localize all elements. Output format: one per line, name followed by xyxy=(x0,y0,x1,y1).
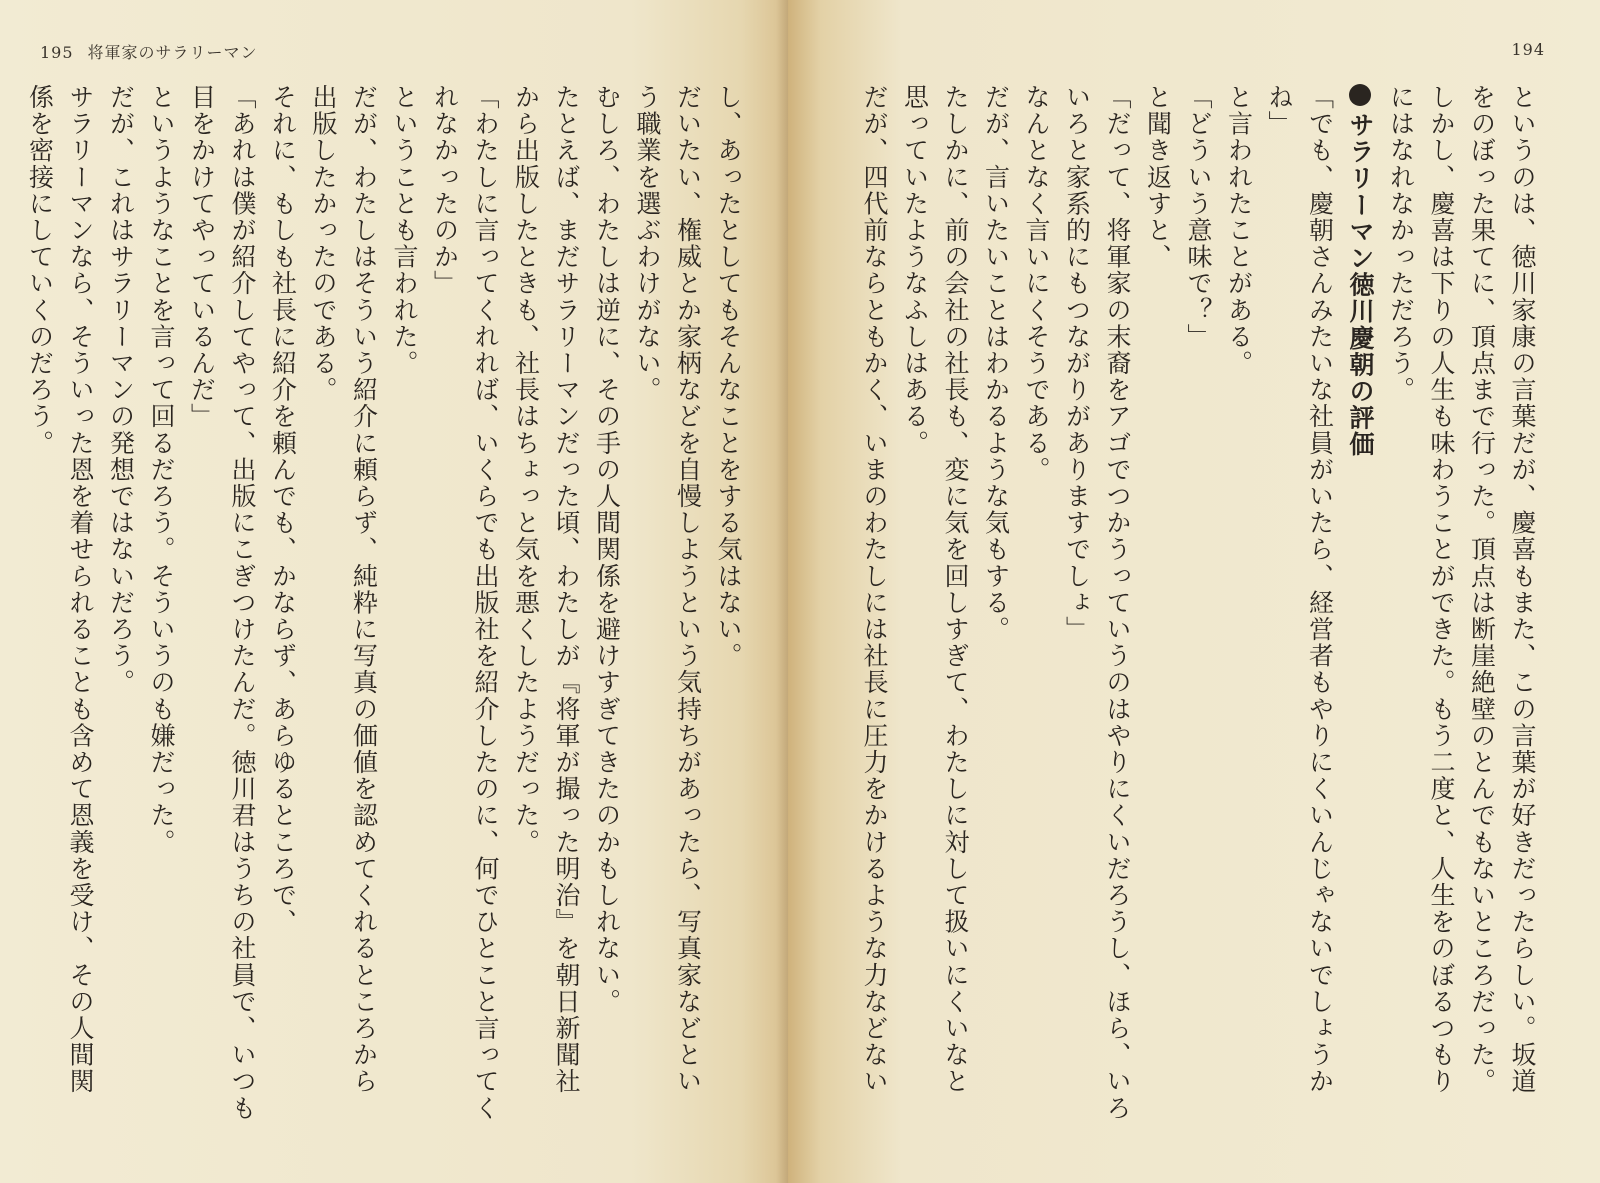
text-line: から出版したときも、社長はちょっと気を悪くしたようだった。 xyxy=(511,84,541,856)
text-line: れなかったのか」 xyxy=(430,84,460,297)
text-line: 「あれは僕が紹介してやって、出版にこぎつけたんだ。徳川君はうちの社員で、いつも xyxy=(228,84,257,1122)
section-heading-text: サラリーマン徳川慶朝の評価 xyxy=(1346,112,1375,458)
text-line: と聞き返すと、 xyxy=(1143,84,1173,271)
text-line: だが、わたしはそういう紹介に頼らず、純粋に写真の価値を認めてくれるところから xyxy=(349,84,379,1095)
text-line: いろと家系的にもつながりがありますでしょ」 xyxy=(1062,84,1092,643)
text-line: たとえば、まだサラリーマンだった頃、わたしが『将軍が撮った明治』を朝日新聞社 xyxy=(552,84,581,1095)
left-page-number: 195 xyxy=(40,43,74,62)
text-line: 思っていたようなふしはある。 xyxy=(900,84,930,457)
right-page-body xyxy=(842,84,1542,1144)
text-line: しかし、慶喜は下りの人生も味わうことができた。もう二度と、人生をのぼるつもり xyxy=(1427,84,1456,1095)
text-line: にはなれなかっただろう。 xyxy=(1386,84,1416,404)
left-page-body xyxy=(25,84,748,1144)
text-line: 「だって、将軍家の末裔をアゴでつかうっていうのはやりにくいだろうし、ほら、いろ xyxy=(1103,84,1132,1122)
text-line: 出版したかったのである。 xyxy=(309,84,338,404)
text-line: だが、言いたいことはわかるような気もする。 xyxy=(981,84,1011,643)
right-page-number: 194 xyxy=(1511,40,1545,59)
text-line: し、あったとしてもそんなことをする気はない。 xyxy=(714,84,743,670)
text-line: 「わたしに言ってくれれば、いくらでも出版社を紹介したのに、何でひとこと言ってく xyxy=(471,84,500,1122)
text-line: 係を密接にしていくのだろう。 xyxy=(25,84,55,457)
text-line: 「どういう意味で？」 xyxy=(1184,84,1213,350)
text-line: たしかに、前の会社の社長も、変に気を回しすぎて、わたしに対して扱いにくいなと xyxy=(941,84,970,1095)
left-page xyxy=(0,0,788,1183)
bullet-icon xyxy=(1349,84,1371,106)
text-line: それに、もしも社長に紹介を頼んでも、かならず、あらゆるところで、 xyxy=(268,84,298,936)
text-line: と言われたことがある。 xyxy=(1224,84,1254,377)
text-line: をのぼった果てに、頂点まで行った。頂点は断崖絶壁のとんでもないところだった。 xyxy=(1467,84,1497,1095)
text-line: というのは、徳川家康の言葉だが、慶喜もまた、この言葉が好きだったらしい。坂道 xyxy=(1508,84,1537,1095)
right-page xyxy=(788,0,1600,1183)
text-line: だが、これはサラリーマンの発想ではないだろう。 xyxy=(106,84,136,696)
text-line: う職業を選ぶわけがない。 xyxy=(633,84,662,404)
text-line: だが、四代前ならともかく、いまのわたしには社長に圧力をかけるような力などない xyxy=(860,84,889,1095)
text-line: ということも言われた。 xyxy=(390,84,419,377)
text-line: だいたい、権威とか家柄などを自慢しようという気持ちがあったら、写真家などとい xyxy=(673,84,703,1095)
text-line: というようなことを言って回るだろう。そういうのも嫌だった。 xyxy=(147,84,176,856)
text-line: なんとなく言いにくそうである。 xyxy=(1022,84,1051,483)
text-line: サラリーマンなら、そういった恩を着せられることも含めて恩義を受け、その人間関 xyxy=(66,84,95,1095)
text-line: ね」 xyxy=(1265,84,1294,138)
running-title: 将軍家のサラリーマン xyxy=(87,43,258,62)
left-page-header xyxy=(40,40,258,63)
text-line: 目をかけてやっているんだ」 xyxy=(187,84,217,430)
text-line: むしろ、わたしは逆に、その手の人間関係を避けすぎてきたのかもしれない。 xyxy=(592,84,622,1015)
text-line: 「でも、慶朝さんみたいな社員がいたら、経営者もやりにくいんじゃないでしょうか xyxy=(1305,84,1335,1095)
section-heading xyxy=(1340,84,1381,1144)
